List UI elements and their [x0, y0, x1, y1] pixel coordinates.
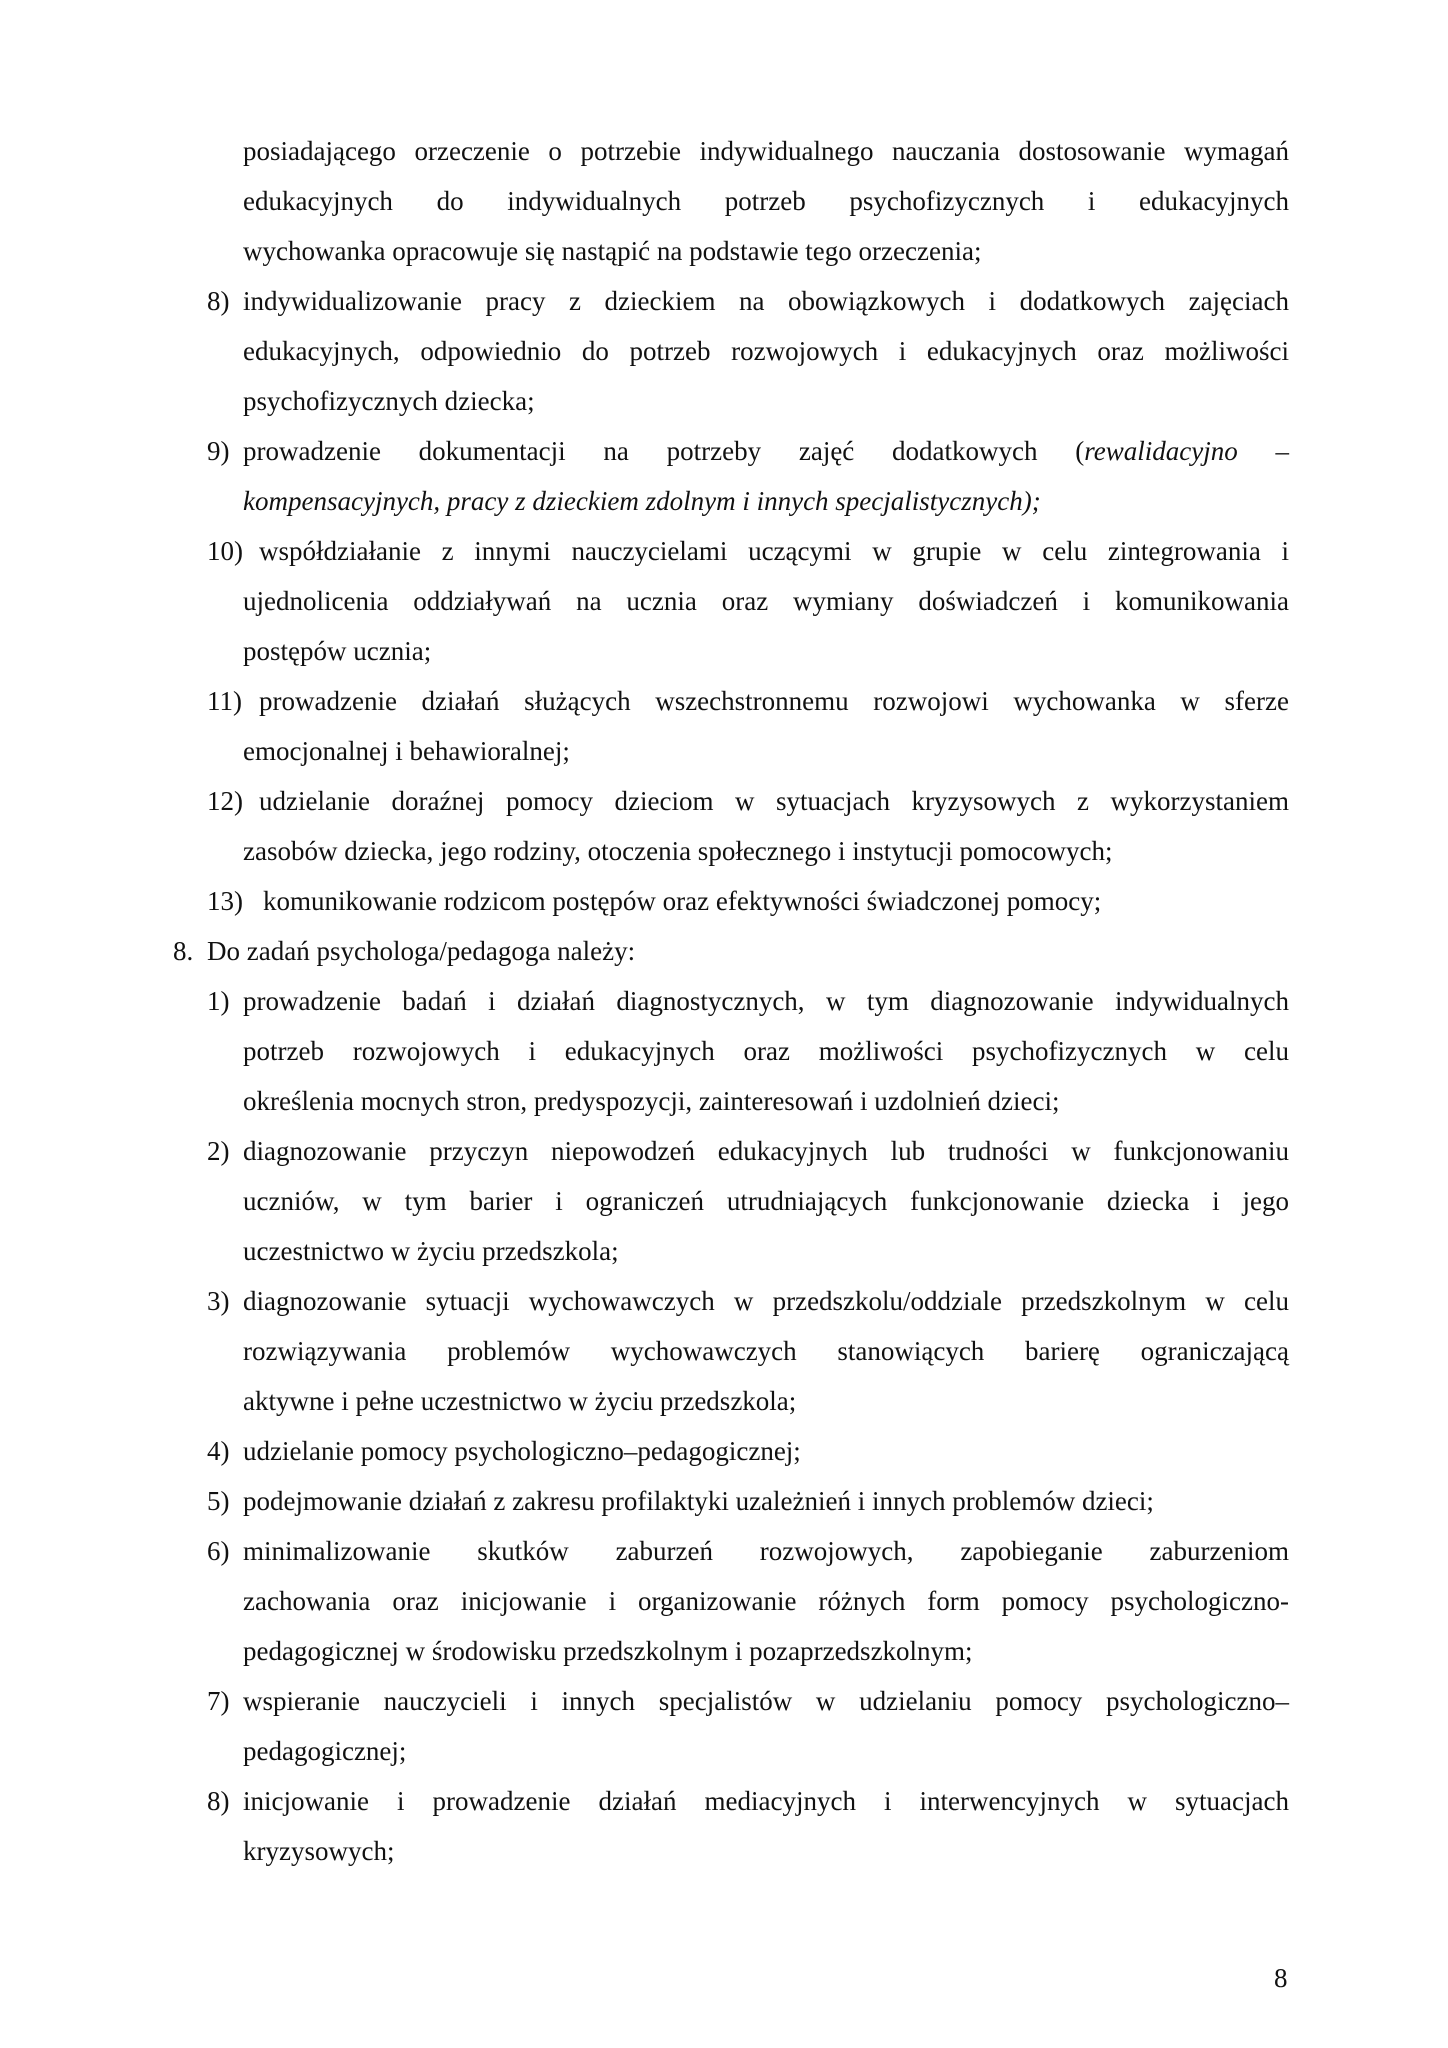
text-line: wychowanka opracowuje się nastąpić na podstawie tego orzeczenia; [243, 236, 982, 266]
text-line: komunikowanie rodzicom postępów oraz efektywności świadczonej pomocy; [263, 886, 1102, 916]
text-line: udzielanie pomocy psychologiczno–pedagogicznej; [243, 1436, 801, 1466]
list-number: 12) [207, 786, 243, 816]
list-number: 8) [207, 1786, 230, 1816]
text-line: prowadzenie dokumentacji na potrzeby zajęć dodatkowych (rewalidacyjno – [243, 436, 1289, 466]
text-line: pedagogicznej; [243, 1736, 407, 1766]
text-line: minimalizowanie skutków zaburzeń rozwojowych, zapobieganie zaburzeniom [243, 1536, 1289, 1566]
text-line: uczestnictwo w życiu przedszkola; [243, 1236, 619, 1266]
text-line: ujednolicenia oddziaływań na ucznia oraz wymiany doświadczeń i komunikowania [243, 586, 1289, 616]
text-line: prowadzenie badań i działań diagnostycznych, w tym diagnozowanie indywidualnych [243, 986, 1289, 1016]
list-number: 5) [207, 1486, 230, 1516]
text-line: współdziałanie z innymi nauczycielami uczącymi w grupie w celu zintegrowania i [259, 536, 1289, 566]
text-line: zachowania oraz inicjowanie i organizowanie różnych form pomocy psychologiczno- [243, 1586, 1289, 1616]
list-number: 13) [207, 886, 243, 916]
text-line: psychofizycznych dziecka; [243, 386, 535, 416]
text-line: rozwiązywania problemów wychowawczych stanowiących barierę ograniczającą [243, 1336, 1289, 1366]
list-number: 10) [207, 536, 243, 566]
text-line: indywidualizowanie pracy z dzieckiem na obowiązkowych i dodatkowych zajęciach [243, 286, 1289, 316]
list-number: 6) [207, 1536, 230, 1566]
text-line: określenia mocnych stron, predyspozycji, zainteresowań i uzdolnień dzieci; [243, 1086, 1060, 1116]
text-line: inicjowanie i prowadzenie działań mediacyjnych i interwencyjnych w sytuacjach [243, 1786, 1289, 1816]
list-number: 3) [207, 1286, 230, 1316]
text-line: pedagogicznej w środowisku przedszkolnym i pozaprzedszkolnym; [243, 1636, 973, 1666]
page-number: 8 [1274, 1963, 1288, 1993]
list-number: 2) [207, 1136, 230, 1166]
list-number: 1) [207, 986, 230, 1016]
text-line: postępów ucznia; [243, 636, 432, 666]
text-line: emocjonalnej i behawioralnej; [243, 736, 570, 766]
text-line: edukacyjnych do indywidualnych potrzeb psychofizycznych i edukacyjnych [243, 186, 1289, 216]
text-line: uczniów, w tym barier i ograniczeń utrudniających funkcjonowanie dziecka i jego [243, 1186, 1289, 1216]
text-line: edukacyjnych, odpowiednio do potrzeb rozwojowych i edukacyjnych oraz możliwości [243, 336, 1289, 366]
list-number: 7) [207, 1686, 230, 1716]
section-number: 8. [173, 936, 194, 966]
list-number: 9) [207, 436, 230, 466]
list-number: 4) [207, 1436, 230, 1466]
list-number: 11) [207, 686, 242, 716]
text-line: udzielanie doraźnej pomocy dzieciom w sytuacjach kryzysowych z wykorzystaniem [259, 786, 1289, 816]
text-line: diagnozowanie przyczyn niepowodzeń edukacyjnych lub trudności w funkcjonowaniu [243, 1136, 1289, 1166]
text-line: prowadzenie działań służących wszechstronnemu rozwojowi wychowanka w sferze [259, 686, 1289, 716]
section-heading: Do zadań psychologa/pedagoga należy: [207, 936, 636, 966]
text-line: potrzeb rozwojowych i edukacyjnych oraz możliwości psychofizycznych w celu [243, 1036, 1289, 1066]
text-line: kompensacyjnych, pracy z dzieckiem zdolnym i innych specjalistycznych); [243, 486, 1041, 516]
text-line: kryzysowych; [243, 1836, 395, 1866]
list-number: 8) [207, 286, 230, 316]
text-line: aktywne i pełne uczestnictwo w życiu przedszkola; [243, 1386, 797, 1416]
text-line: wspieranie nauczycieli i innych specjalistów w udzielaniu pomocy psychologiczno– [243, 1686, 1289, 1716]
text-line: zasobów dziecka, jego rodziny, otoczenia społecznego i instytucji pomocowych; [243, 836, 1113, 866]
text-line: posiadającego orzeczenie o potrzebie indywidualnego nauczania dostosowanie wymagań [243, 136, 1289, 166]
text-line: podejmowanie działań z zakresu profilaktyki uzależnień i innych problemów dzieci; [243, 1486, 1154, 1516]
text-line: diagnozowanie sytuacji wychowawczych w przedszkolu/oddziale przedszkolnym w celu [243, 1286, 1289, 1316]
